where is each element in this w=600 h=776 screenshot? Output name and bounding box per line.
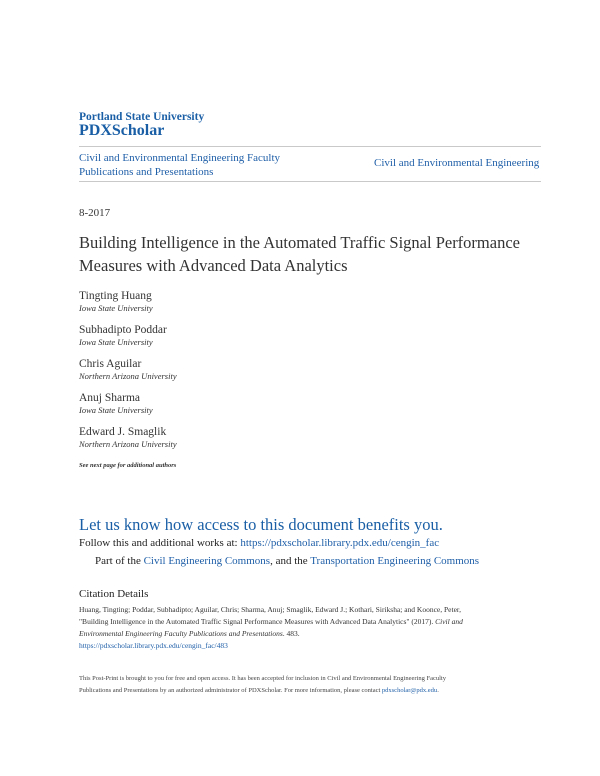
more-authors-note: See next page for additional authors (79, 462, 177, 469)
part-of-line (95, 555, 479, 567)
collection-url-link[interactable]: https://pdxscholar.library.pdx.edu/cengin_fac (240, 537, 440, 549)
author-block (79, 323, 379, 348)
department-link[interactable]: Civil and Environmental Engineering (374, 157, 540, 169)
author-name: Tingting Huang (79, 290, 152, 302)
part-of-mid: , and the (270, 555, 311, 567)
repository-logo[interactable]: PDXScholar (79, 122, 165, 139)
author-affiliation: Northern Arizona University (79, 439, 177, 449)
citation-line: . 483. (282, 629, 300, 638)
author-name: Anuj Sharma (79, 392, 141, 404)
author-affiliation: Iowa State University (79, 303, 153, 313)
university-name[interactable]: Portland State University (79, 111, 205, 123)
footer-line: This Post-Print is brought to you for free and open access. It has been accepted for inclusion in Civil and Environmental Engineering Faculty (79, 675, 446, 682)
citation-heading: Citation Details (79, 588, 149, 600)
author-affiliation: Northern Arizona University (79, 371, 177, 381)
citation-url-link[interactable]: https://pdxscholar.library.pdx.edu/cengin_fac/483 (79, 641, 228, 650)
citation-series-italic: Environmental Engineering Faculty Publications and Presentations (79, 629, 283, 638)
author-name: Edward J. Smaglik (79, 426, 167, 438)
author-block (79, 425, 379, 450)
author-block (79, 391, 379, 416)
contact-email-link[interactable]: pdxscholar@pdx.edu (381, 686, 438, 694)
citation-series-italic: Civil and (435, 617, 463, 626)
author-affiliation: Iowa State University (79, 405, 153, 415)
civil-engineering-commons-link[interactable]: Civil Engineering Commons (143, 555, 271, 567)
divider-bottom (79, 181, 541, 182)
series-link[interactable]: Civil and Environmental Engineering Faculty Publications and Presentations (79, 152, 281, 178)
citation-text (79, 604, 559, 652)
feedback-link[interactable]: Let us know how access to this document benefits you. (79, 515, 443, 534)
citation-line: Huang, Tingting; Poddar, Subhadipto; Aguilar, Chris; Sharma, Anuj; Smaglik, Edward J.; Kothari, Siriksha; and Koonce, Peter, (79, 605, 461, 614)
author-block (79, 357, 379, 382)
publication-date: 8-2017 (79, 207, 111, 219)
footer-line-end: . (437, 686, 439, 694)
document-title: Building Intelligence in the Automated Traffic Signal Performance Measures with Advanced Data Analytics (79, 233, 520, 275)
author-name: Chris Aguilar (79, 358, 142, 370)
footer-notice (79, 673, 549, 696)
follow-prefix: Follow this and additional works at: (79, 537, 241, 549)
part-of-prefix: Part of the (95, 555, 144, 567)
transportation-engineering-commons-link[interactable]: Transportation Engineering Commons (310, 555, 480, 567)
author-affiliation: Iowa State University (79, 337, 153, 347)
author-block (79, 289, 379, 314)
follow-line (79, 537, 439, 549)
author-name: Subhadipto Poddar (79, 324, 167, 336)
divider-top (79, 146, 541, 147)
citation-line: "Building Intelligence in the Automated Traffic Signal Performance Measures with Advanced Data Analytics" (2017). (79, 617, 434, 626)
footer-line: Publications and Presentations by an authorized administrator of PDXScholar. For more information, please contact (79, 686, 382, 694)
